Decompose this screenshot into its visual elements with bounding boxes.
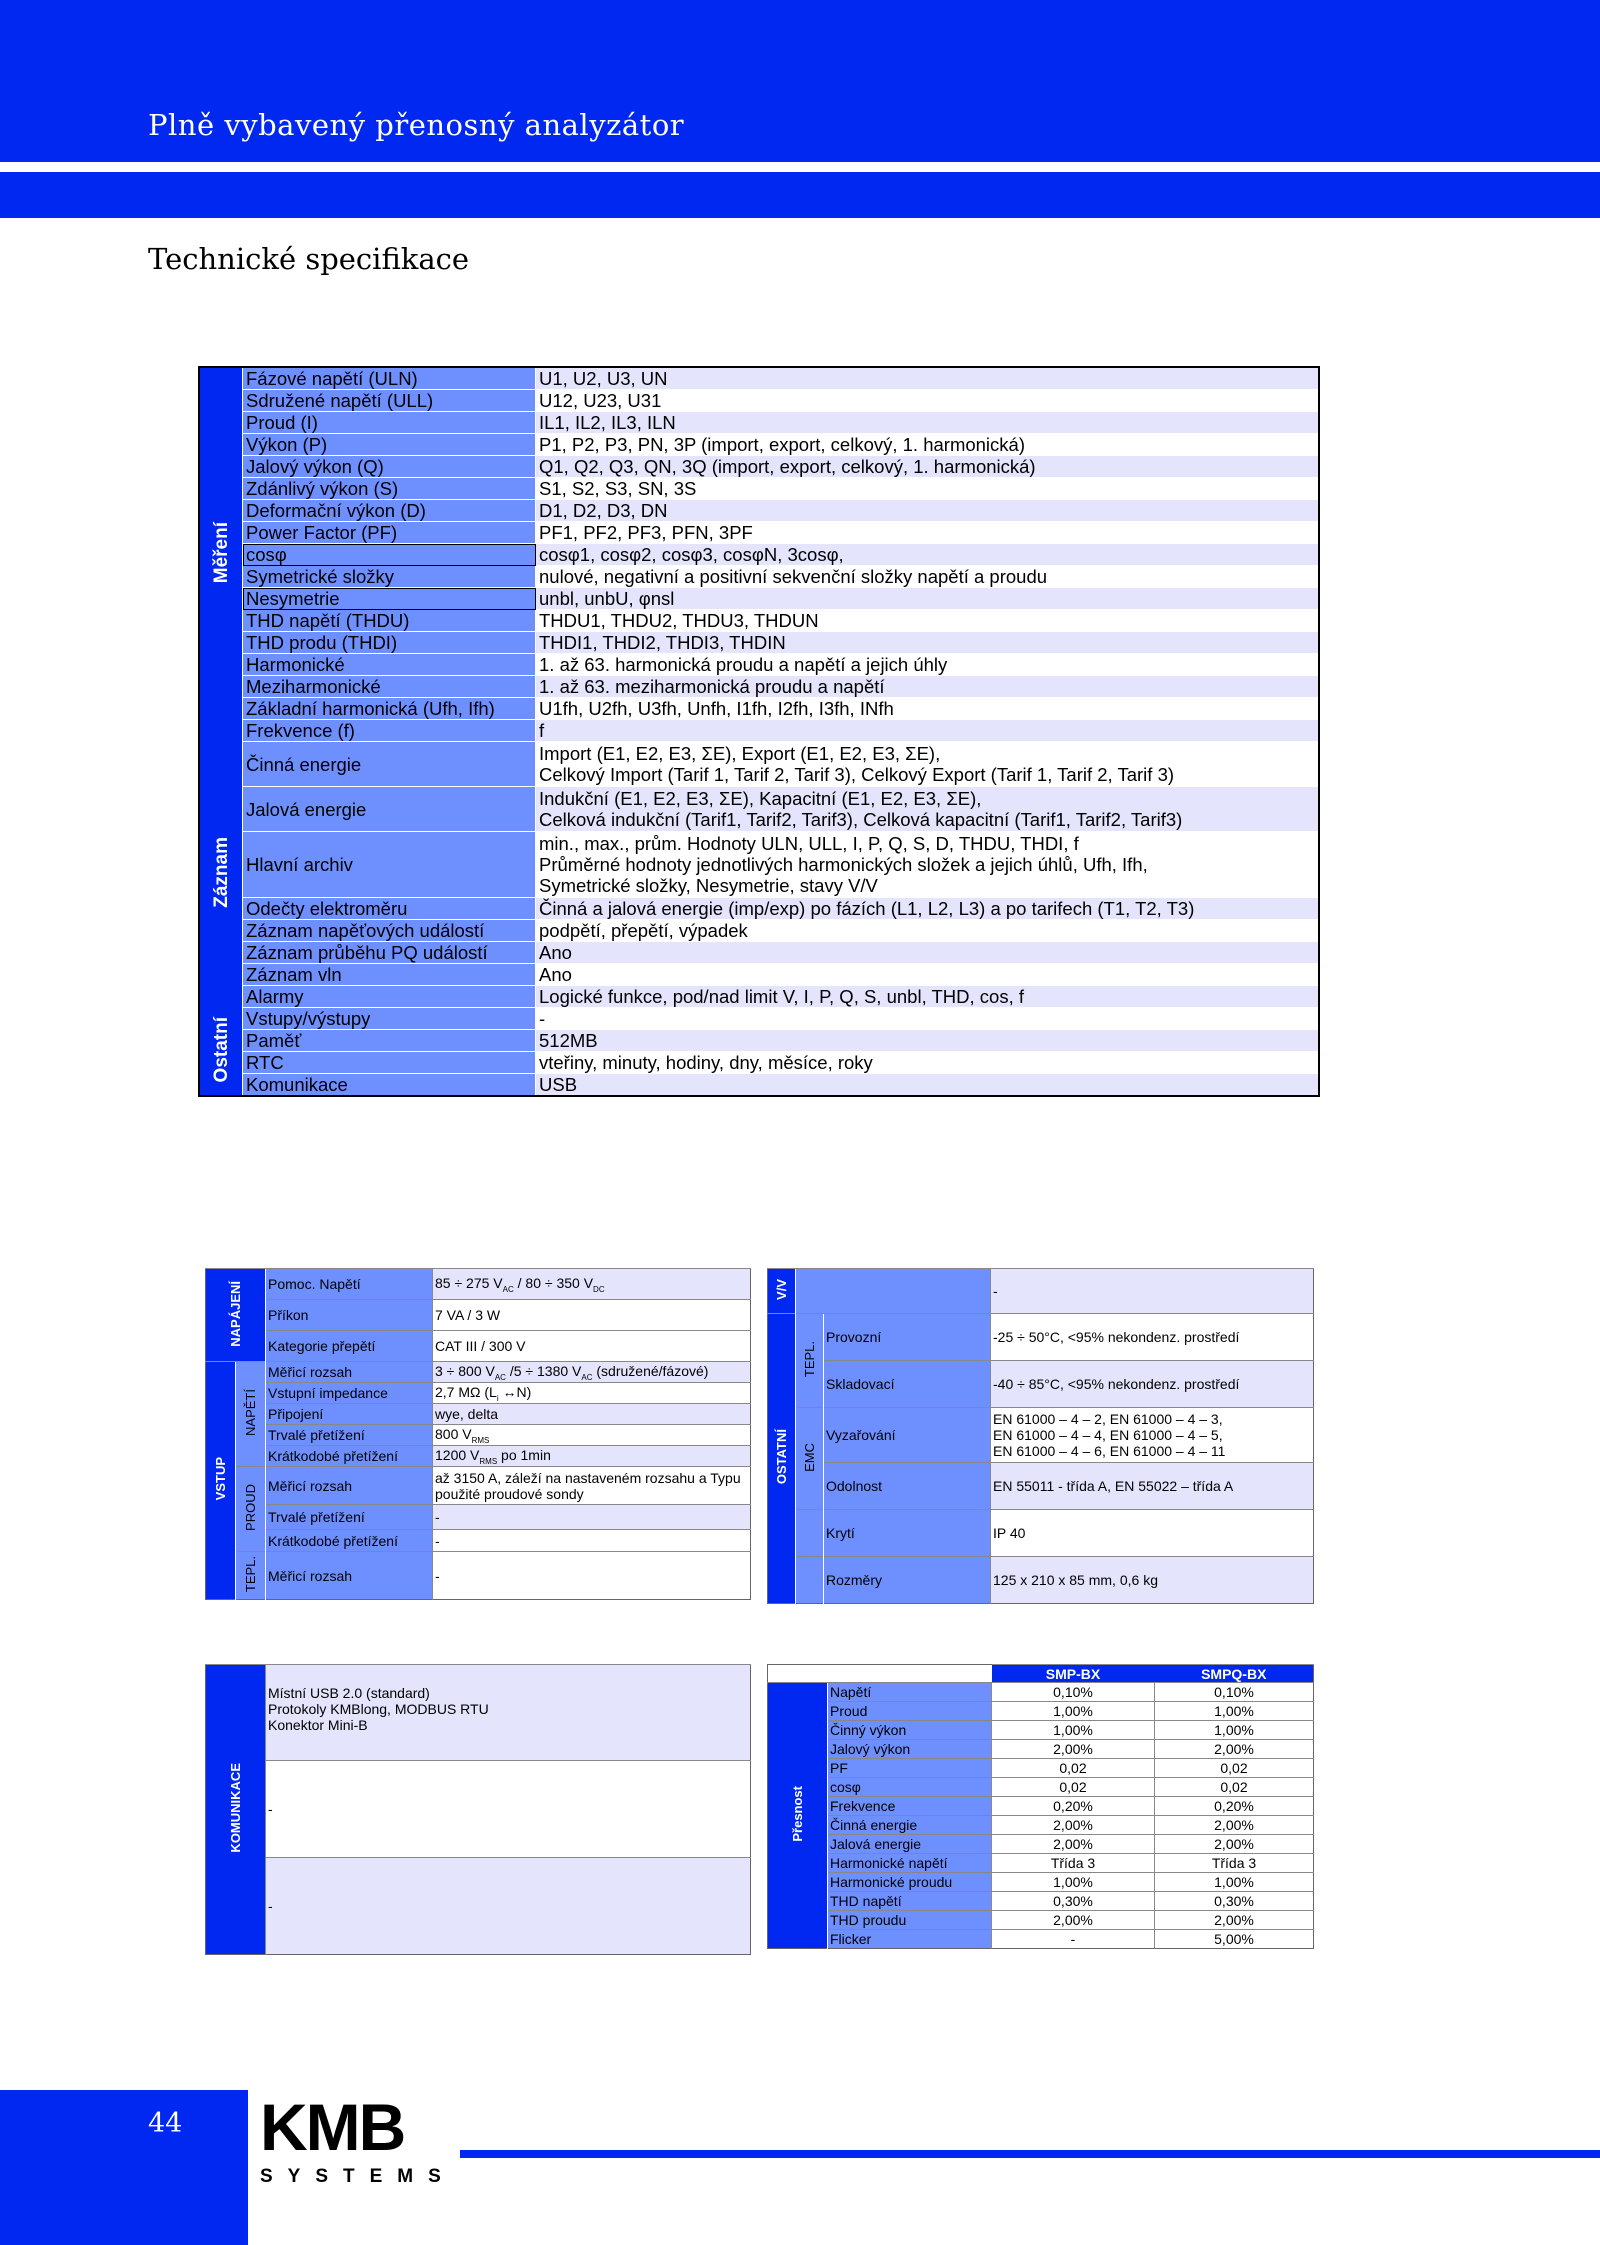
table-row [206, 1858, 751, 1955]
row-value: 2,00% [1155, 1816, 1314, 1835]
table-row [199, 367, 1319, 390]
row-label: Vstupy/výstupy [243, 1008, 536, 1030]
row-value: 2,00% [992, 1911, 1155, 1930]
table-row [199, 698, 1319, 720]
row-value: 2,00% [1155, 1740, 1314, 1759]
row-label: Alarmy [243, 986, 536, 1008]
row-value: 5,00% [1155, 1930, 1314, 1949]
row-value: Třída 3 [992, 1854, 1155, 1873]
subgroup-tepl: TEPL. [796, 1314, 824, 1408]
row-label: Meziharmonické [243, 676, 536, 698]
row-label: Harmonické [243, 654, 536, 676]
footer-line [460, 2150, 1600, 2158]
row-value: 0,20% [992, 1797, 1155, 1816]
logo-text: KMB [260, 2090, 405, 2164]
row-label: Činná energie [828, 1816, 992, 1835]
table-row [768, 1816, 1314, 1835]
row-value: - [266, 1858, 751, 1955]
row-label [796, 1269, 991, 1314]
table-row [768, 1721, 1314, 1740]
subgroup-tepl: TEPL. [236, 1552, 266, 1600]
row-label: Harmonické proudu [828, 1873, 992, 1892]
row-value: Třída 3 [1155, 1854, 1314, 1873]
row-label: RTC [243, 1052, 536, 1074]
row-label: Záznam vln [243, 964, 536, 986]
subgroup-napeti: NAPĚTÍ [236, 1362, 266, 1467]
table-row [199, 920, 1319, 942]
row-label: Pomoc. Napětí [266, 1269, 433, 1300]
row-value: U1, U2, U3, UN [536, 367, 1320, 390]
table-row [199, 434, 1319, 456]
row-label: Komunikace [243, 1074, 536, 1097]
table-row [206, 1446, 751, 1467]
row-value: PF1, PF2, PF3, PFN, 3PF [536, 522, 1320, 544]
power-input-table [205, 1268, 751, 1600]
table-row [199, 412, 1319, 434]
table-row [206, 1383, 751, 1404]
table-row [199, 787, 1319, 832]
table-row [199, 742, 1319, 787]
page-number: 44 [148, 2108, 183, 2139]
row-value: - [433, 1552, 751, 1600]
row-value: Místní USB 2.0 (standard) Protokoly KMBlong, MODBUS RTU Konektor Mini-B [266, 1665, 751, 1761]
table-row [768, 1683, 1314, 1702]
row-value: -40 ÷ 85°C, <95% nekondenz. prostředí [991, 1361, 1314, 1408]
table-row [206, 1467, 751, 1505]
row-value: 1,00% [992, 1873, 1155, 1892]
row-value: 0,02 [992, 1759, 1155, 1778]
row-value: P1, P2, P3, PN, 3P (import, export, celkový, 1. harmonická) [536, 434, 1320, 456]
row-value: Indukční (E1, E2, E3, ΣE), Kapacitní (E1, E2, E3, ΣE), Celková indukční (Tarif1, Tarif2, Tarif3), Celková kapacitní (Tarif1, Tarif2, Tarif3) [536, 787, 1320, 832]
row-value: 85 ÷ 275 $V_{AC} / 80 \div 350$ $V_{DC}$ [433, 1269, 751, 1300]
row-value: CAT III / 300 V [433, 1331, 751, 1362]
table-row [199, 478, 1319, 500]
table-row [206, 1761, 751, 1858]
table-row [199, 898, 1319, 920]
row-value: Logické funkce, pod/nad limit V, I, P, Q, S, unbl, THD, cos, f [536, 986, 1320, 1008]
group-mereni: Měření [199, 367, 243, 742]
row-label: PF [828, 1759, 992, 1778]
table-row [206, 1362, 751, 1383]
table-row [768, 1510, 1314, 1557]
row-value: 1,00% [1155, 1873, 1314, 1892]
row-label: Kategorie přepětí [266, 1331, 433, 1362]
row-label: Napětí [828, 1683, 992, 1702]
footer-page-block [0, 2090, 248, 2245]
row-value: 0,30% [1155, 1892, 1314, 1911]
row-value: 2,7 MΩ ($L_i$ ↔N) [433, 1383, 751, 1404]
table-row [768, 1911, 1314, 1930]
row-value: - [433, 1505, 751, 1530]
row-value: 2,00% [1155, 1835, 1314, 1854]
row-value: podpětí, přepětí, výpadek [536, 920, 1320, 942]
row-value: - [433, 1530, 751, 1552]
row-label: Činná energie [243, 742, 536, 787]
row-value: vteřiny, minuty, hodiny, dny, měsíce, roky [536, 1052, 1320, 1074]
row-value: 0,10% [992, 1683, 1155, 1702]
accuracy-table [767, 1664, 1314, 1949]
table-row [768, 1314, 1314, 1361]
row-value: Q1, Q2, Q3, QN, 3Q (import, export, celkový, 1. harmonická) [536, 456, 1320, 478]
row-value: EN 61000 – 4 – 2, EN 61000 – 4 – 3, EN 61000 – 4 – 4, EN 61000 – 4 – 5, EN 61000 – 4 – 6, EN 61000 – 4 – 11 [991, 1408, 1314, 1463]
row-value: THDU1, THDU2, THDU3, THDUN [536, 610, 1320, 632]
row-value: S1, S2, S3, SN, 3S [536, 478, 1320, 500]
row-label: Skladovací [824, 1361, 991, 1408]
group-ostatni: Ostatní [199, 1008, 243, 1097]
table-row [768, 1463, 1314, 1510]
row-label: Proud (I) [243, 412, 536, 434]
row-value: 0,02 [992, 1778, 1155, 1797]
table-row [206, 1665, 751, 1761]
row-value: 0,02 [1155, 1778, 1314, 1797]
table-row [199, 964, 1319, 986]
row-value: EN 55011 - třída A, EN 55022 – třída A [991, 1463, 1314, 1510]
row-value: 2,00% [992, 1740, 1155, 1759]
row-label: Krytí [824, 1510, 991, 1557]
row-label: Jalový výkon [828, 1740, 992, 1759]
row-label: Krátkodobé přetížení [266, 1446, 433, 1467]
row-label: cosφ [243, 544, 536, 566]
row-value: 0,10% [1155, 1683, 1314, 1702]
table-row [768, 1835, 1314, 1854]
table-row [199, 942, 1319, 964]
row-value: - [536, 1008, 1320, 1030]
row-value: 2,00% [992, 1835, 1155, 1854]
table-row [206, 1425, 751, 1446]
table-row [206, 1269, 751, 1300]
row-label: Měřicí rozsah [266, 1552, 433, 1600]
row-value: 3 ÷ 800 $V_{AC}$ /5 ÷ 1380 $V_{AC}$ (sdružené/fázové) [433, 1362, 751, 1383]
table-row [768, 1408, 1314, 1463]
row-value: 0,02 [1155, 1759, 1314, 1778]
table-row [199, 1074, 1319, 1097]
row-label: Odečty elektroměru [243, 898, 536, 920]
subgroup-proud: PROUD [236, 1467, 266, 1552]
row-label: Paměť [243, 1030, 536, 1052]
row-value: cosφ1, cosφ2, cosφ3, cosφN, 3cosφ, [536, 544, 1320, 566]
row-value: Ano [536, 964, 1320, 986]
row-label: Základní harmonická (Ufh, Ifh) [243, 698, 536, 720]
table-row [768, 1797, 1314, 1816]
row-label: Deformační výkon (D) [243, 500, 536, 522]
row-label: Frekvence (f) [243, 720, 536, 742]
row-label: THD napětí [828, 1892, 992, 1911]
row-value: 2,00% [992, 1816, 1155, 1835]
row-label: THD produ (THDI) [243, 632, 536, 654]
table-row [768, 1892, 1314, 1911]
row-value: U12, U23, U31 [536, 390, 1320, 412]
row-value: min., max., prům. Hodnoty ULN, ULL, I, P, Q, S, D, THDU, THDI, f Průměrné hodnoty jednotlivých harmonických složek a jejich úhlů, Ufh, Ifh, Symetrické složky, Nesymetrie, stavy V/V [536, 832, 1320, 898]
communication-table [205, 1664, 751, 1955]
group-komunikace: KOMUNIKACE [206, 1665, 266, 1955]
row-label: Odolnost [824, 1463, 991, 1510]
group-zaznam: Záznam [199, 742, 243, 1008]
table-row [768, 1759, 1314, 1778]
row-value: 1. až 63. meziharmonická proudu a napětí [536, 676, 1320, 698]
row-value: nulové, negativní a positivní sekvenční složky napětí a proudu [536, 566, 1320, 588]
table-row [206, 1530, 751, 1552]
row-value: až 3150 A, záleží na nastaveném rozsahu a Typu použité proudové sondy [433, 1467, 751, 1505]
subgroup-blank [796, 1510, 824, 1557]
table-row [768, 1778, 1314, 1797]
row-value: U1fh, U2fh, U3fh, Unfh, I1fh, I2fh, I3fh, INfh [536, 698, 1320, 720]
row-value: -25 ÷ 50°C, <95% nekondenz. prostředí [991, 1314, 1314, 1361]
row-value: unbl, unbU, φnsl [536, 588, 1320, 610]
table-row [206, 1404, 751, 1425]
table-row [768, 1269, 1314, 1314]
row-label: Připojení [266, 1404, 433, 1425]
row-label: Symetrické složky [243, 566, 536, 588]
row-label: Činný výkon [828, 1721, 992, 1740]
row-label: Záznam napěťových událostí [243, 920, 536, 942]
table-row [768, 1557, 1314, 1604]
table-row [199, 500, 1319, 522]
row-value: Import (E1, E2, E3, ΣE), Export (E1, E2, E3, ΣE), Celkový Import (Tarif 1, Tarif 2, Tarif 3), Celkový Export (Tarif 1, Tarif 2, Tarif 3) [536, 742, 1320, 787]
row-label: Nesymetrie [243, 588, 536, 610]
group-ostatni-small: OSTATNÍ [768, 1314, 796, 1604]
row-label: Měřicí rozsah [266, 1467, 433, 1505]
row-label: Jalová energie [828, 1835, 992, 1854]
group-napajeni: NAPÁJENÍ [206, 1269, 266, 1362]
row-value: - [992, 1930, 1155, 1949]
table-row [768, 1854, 1314, 1873]
row-label: THD proudu [828, 1911, 992, 1930]
subgroup-blank [796, 1557, 824, 1604]
row-value: Ano [536, 942, 1320, 964]
section-title: Technické specifikace [148, 242, 470, 276]
row-value: IP 40 [991, 1510, 1314, 1557]
table-row [199, 654, 1319, 676]
row-label: Proud [828, 1702, 992, 1721]
row-label: cosφ [828, 1778, 992, 1797]
logo-subtext: SYSTEMS [260, 2166, 456, 2187]
row-value: - [991, 1269, 1314, 1314]
row-value: 800 $V_{RMS}$ [433, 1425, 751, 1446]
row-value: 125 x 210 x 85 mm, 0,6 kg [991, 1557, 1314, 1604]
table-row [199, 676, 1319, 698]
table-row [768, 1361, 1314, 1408]
row-value: 1200 $V_{RMS}$ po 1min [433, 1446, 751, 1467]
table-row [768, 1740, 1314, 1759]
table-row [206, 1552, 751, 1600]
table-row [199, 588, 1319, 610]
row-value: 1,00% [992, 1721, 1155, 1740]
table-row [199, 456, 1319, 478]
row-value: 1. až 63. harmonická proudu a napětí a jejich úhly [536, 654, 1320, 676]
table-row [199, 720, 1319, 742]
row-label: Trvalé přetížení [266, 1505, 433, 1530]
row-label: Zdánlivý výkon (S) [243, 478, 536, 500]
table-row [199, 1008, 1319, 1030]
table-row [768, 1873, 1314, 1892]
table-row [199, 632, 1319, 654]
subgroup-emc: EMC [796, 1408, 824, 1510]
row-label: Měřicí rozsah [266, 1362, 433, 1383]
row-value: 7 VA / 3 W [433, 1300, 751, 1331]
other-params-table [767, 1268, 1314, 1604]
row-label: Jalová energie [243, 787, 536, 832]
table-row [206, 1505, 751, 1530]
row-value: 0,30% [992, 1892, 1155, 1911]
group-vv: V/V [768, 1269, 796, 1314]
row-value: D1, D2, D3, DN [536, 500, 1320, 522]
row-label: Příkon [266, 1300, 433, 1331]
row-label: Záznam průběhu PQ událostí [243, 942, 536, 964]
row-value: 1,00% [992, 1702, 1155, 1721]
row-value: 1,00% [1155, 1702, 1314, 1721]
row-value: THDI1, THDI2, THDI3, THDIN [536, 632, 1320, 654]
table-row [768, 1702, 1314, 1721]
row-label: Flicker [828, 1930, 992, 1949]
row-value: 512MB [536, 1030, 1320, 1052]
row-value: 2,00% [1155, 1911, 1314, 1930]
table-row [199, 544, 1319, 566]
group-vstup: VSTUP [206, 1362, 236, 1600]
row-label: Vyzařování [824, 1408, 991, 1463]
header-band-stripe [0, 172, 1600, 218]
table-row [199, 566, 1319, 588]
row-label: Výkon (P) [243, 434, 536, 456]
table-row [199, 832, 1319, 898]
row-label: Provozní [824, 1314, 991, 1361]
row-value: USB [536, 1074, 1320, 1097]
group-presnost: Přesnost [768, 1683, 828, 1949]
row-label: Jalový výkon (Q) [243, 456, 536, 478]
table-row [199, 986, 1319, 1008]
kmb-logo [260, 2090, 460, 2194]
row-value: IL1, IL2, IL3, ILN [536, 412, 1320, 434]
table-row [199, 522, 1319, 544]
row-label: Harmonické napětí [828, 1854, 992, 1873]
row-value: 1,00% [1155, 1721, 1314, 1740]
table-row [199, 610, 1319, 632]
row-value: 0,20% [1155, 1797, 1314, 1816]
row-label: Fázové napětí (ULN) [243, 367, 536, 390]
row-label: Sdružené napětí (ULL) [243, 390, 536, 412]
column-header: SMP-BX [992, 1665, 1155, 1683]
table-header-row [768, 1665, 1314, 1683]
row-label: Krátkodobé přetížení [266, 1530, 433, 1552]
table-row [199, 1030, 1319, 1052]
row-value: - [266, 1761, 751, 1858]
row-label: Vstupní impedance [266, 1383, 433, 1404]
row-value: f [536, 720, 1320, 742]
table-row [199, 1052, 1319, 1074]
row-label: Frekvence [828, 1797, 992, 1816]
row-label: Rozměry [824, 1557, 991, 1604]
table-row [206, 1331, 751, 1362]
spec-table [198, 366, 1320, 1097]
page-header-title: Plně vybavený přenosný analyzátor [148, 108, 685, 142]
header-blank [768, 1665, 992, 1683]
row-label: Trvalé přetížení [266, 1425, 433, 1446]
table-row [199, 390, 1319, 412]
row-value: Činná a jalová energie (imp/exp) po fázích (L1, L2, L3) a po tarifech (T1, T2, T3) [536, 898, 1320, 920]
row-label: THD napětí (THDU) [243, 610, 536, 632]
table-row [768, 1930, 1314, 1949]
table-row [206, 1300, 751, 1331]
row-label: Power Factor (PF) [243, 522, 536, 544]
row-value: wye, delta [433, 1404, 751, 1425]
column-header: SMPQ-BX [1155, 1665, 1314, 1683]
row-label: Hlavní archiv [243, 832, 536, 898]
